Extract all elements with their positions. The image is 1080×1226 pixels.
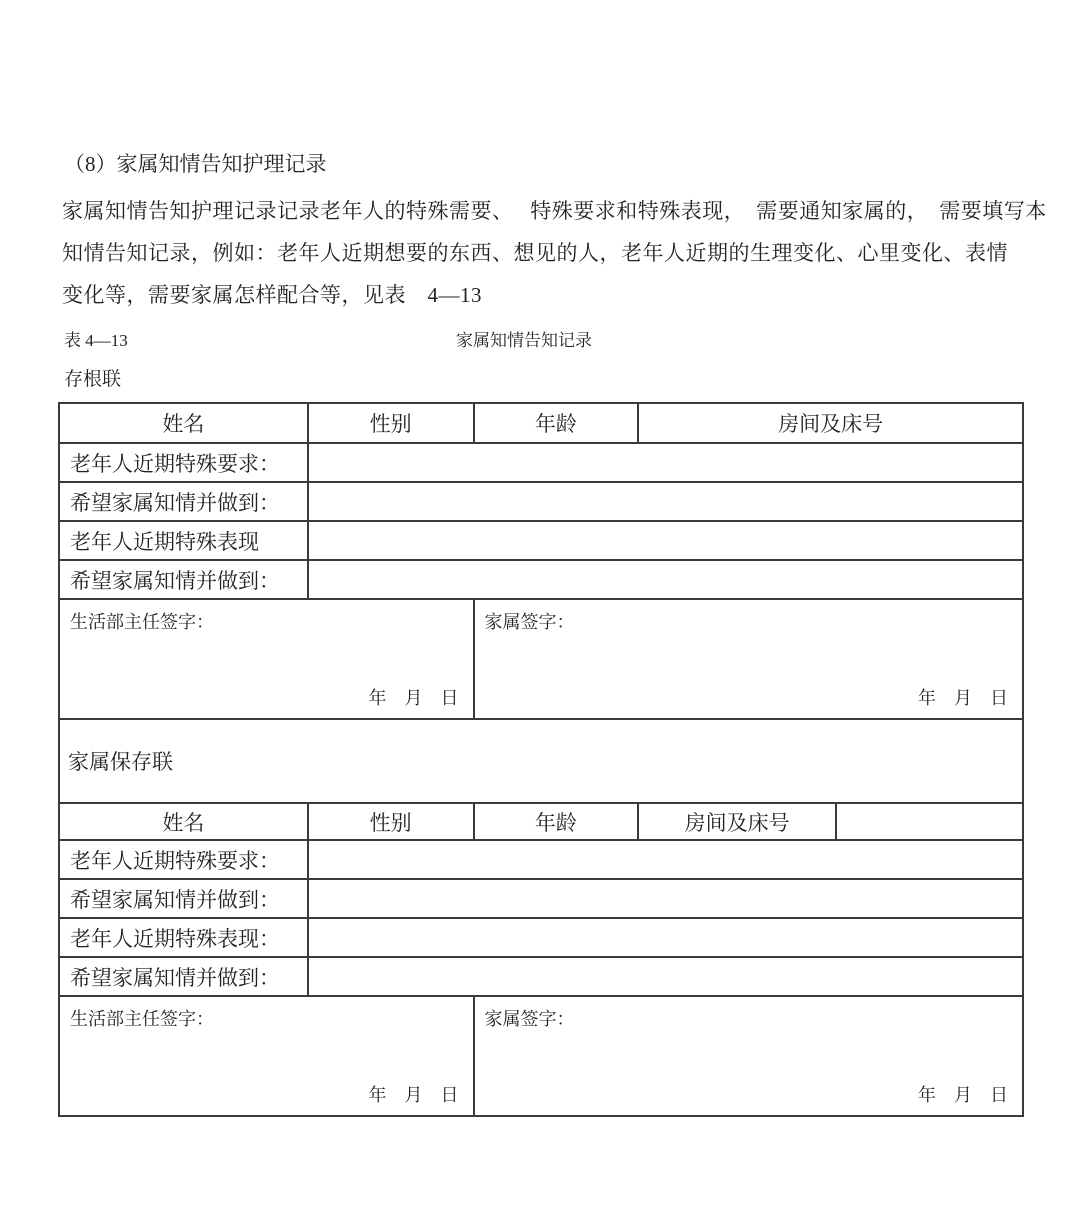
signature-cell-family (474, 996, 1024, 1116)
signature-cell-director (59, 599, 474, 719)
document-content (58, 150, 1047, 1117)
record-form-table (58, 402, 1024, 1117)
header-cell-room-bed: 房间及床号 (638, 803, 836, 840)
date-line: 年 月 日 (918, 688, 1008, 708)
header-cell-empty (836, 803, 1023, 840)
signature-cell-family (474, 599, 1024, 719)
paragraph-line: 家属知情告知护理记录记录老年人的特殊需要、 特殊要求和特殊表现， 需要通知家属的， 需要填写本 (62, 199, 1047, 223)
table-row (59, 521, 1023, 560)
family-copy-section-row (59, 719, 1023, 803)
intro-paragraph (58, 190, 1047, 316)
row-label-special-request: 老年人近期特殊要求： (59, 443, 308, 482)
table-caption-number: 表 4—13 (64, 331, 128, 350)
signature-cell-director (59, 996, 474, 1116)
table-row (59, 957, 1023, 996)
header-cell-name: 姓名 (59, 803, 308, 840)
date-line: 年 月 日 (918, 1085, 1008, 1105)
blank-fill-cell (308, 482, 1023, 521)
blank-fill-cell (308, 560, 1023, 599)
director-signature-label: 生活部主任签字： (70, 1009, 214, 1029)
table-row (59, 879, 1023, 918)
header-cell-name: 姓名 (59, 403, 308, 443)
date-line: 年 月 日 (368, 1085, 459, 1105)
table-row (59, 443, 1023, 482)
family-header-row (59, 803, 1023, 840)
header-cell-age: 年龄 (474, 803, 639, 840)
table-row (59, 482, 1023, 521)
family-signature-row (59, 996, 1023, 1116)
family-signature-label: 家属签字： (484, 1009, 575, 1029)
stub-signature-row (59, 599, 1023, 719)
row-label-family-informed: 希望家属知情并做到： (59, 482, 308, 521)
table-caption (58, 326, 1024, 350)
blank-fill-cell (308, 918, 1023, 957)
header-cell-gender: 性别 (308, 403, 474, 443)
blank-fill-cell (308, 879, 1023, 918)
row-label-family-informed: 希望家属知情并做到： (59, 879, 308, 918)
paragraph-line: 知情告知记录，例如：老年人近期想要的东西、想见的人，老年人近期的生理变化、心里变化、表情 (62, 241, 1008, 265)
table-row (59, 918, 1023, 957)
table-row (59, 560, 1023, 599)
section-label-stub: 存根联 (64, 369, 122, 390)
stub-header-row (59, 403, 1023, 443)
header-cell-room-bed: 房间及床号 (638, 403, 1023, 443)
header-cell-age: 年龄 (474, 403, 639, 443)
table-caption-title: 家属知情告知记录 (456, 331, 592, 350)
section-label-family-copy: 家属保存联 (59, 719, 1023, 803)
header-cell-gender: 性别 (308, 803, 474, 840)
date-line: 年 月 日 (368, 688, 459, 708)
table-row (59, 840, 1023, 879)
row-label-special-behavior: 老年人近期特殊表现 (59, 521, 308, 560)
director-signature-label: 生活部主任签字： (70, 612, 214, 632)
row-label-special-request: 老年人近期特殊要求： (59, 840, 308, 879)
family-signature-label: 家属签字： (484, 612, 575, 632)
row-label-family-informed: 希望家属知情并做到： (59, 560, 308, 599)
blank-fill-cell (308, 957, 1023, 996)
blank-fill-cell (308, 840, 1023, 879)
paragraph-line: 变化等，需要家属怎样配合等，见表 4—13 (62, 283, 482, 307)
blank-fill-cell (308, 443, 1023, 482)
row-label-special-behavior: 老年人近期特殊表现： (59, 918, 308, 957)
page-title: （8）家属知情告知护理记录 (64, 152, 327, 176)
row-label-family-informed: 希望家属知情并做到： (59, 957, 308, 996)
blank-fill-cell (308, 521, 1023, 560)
